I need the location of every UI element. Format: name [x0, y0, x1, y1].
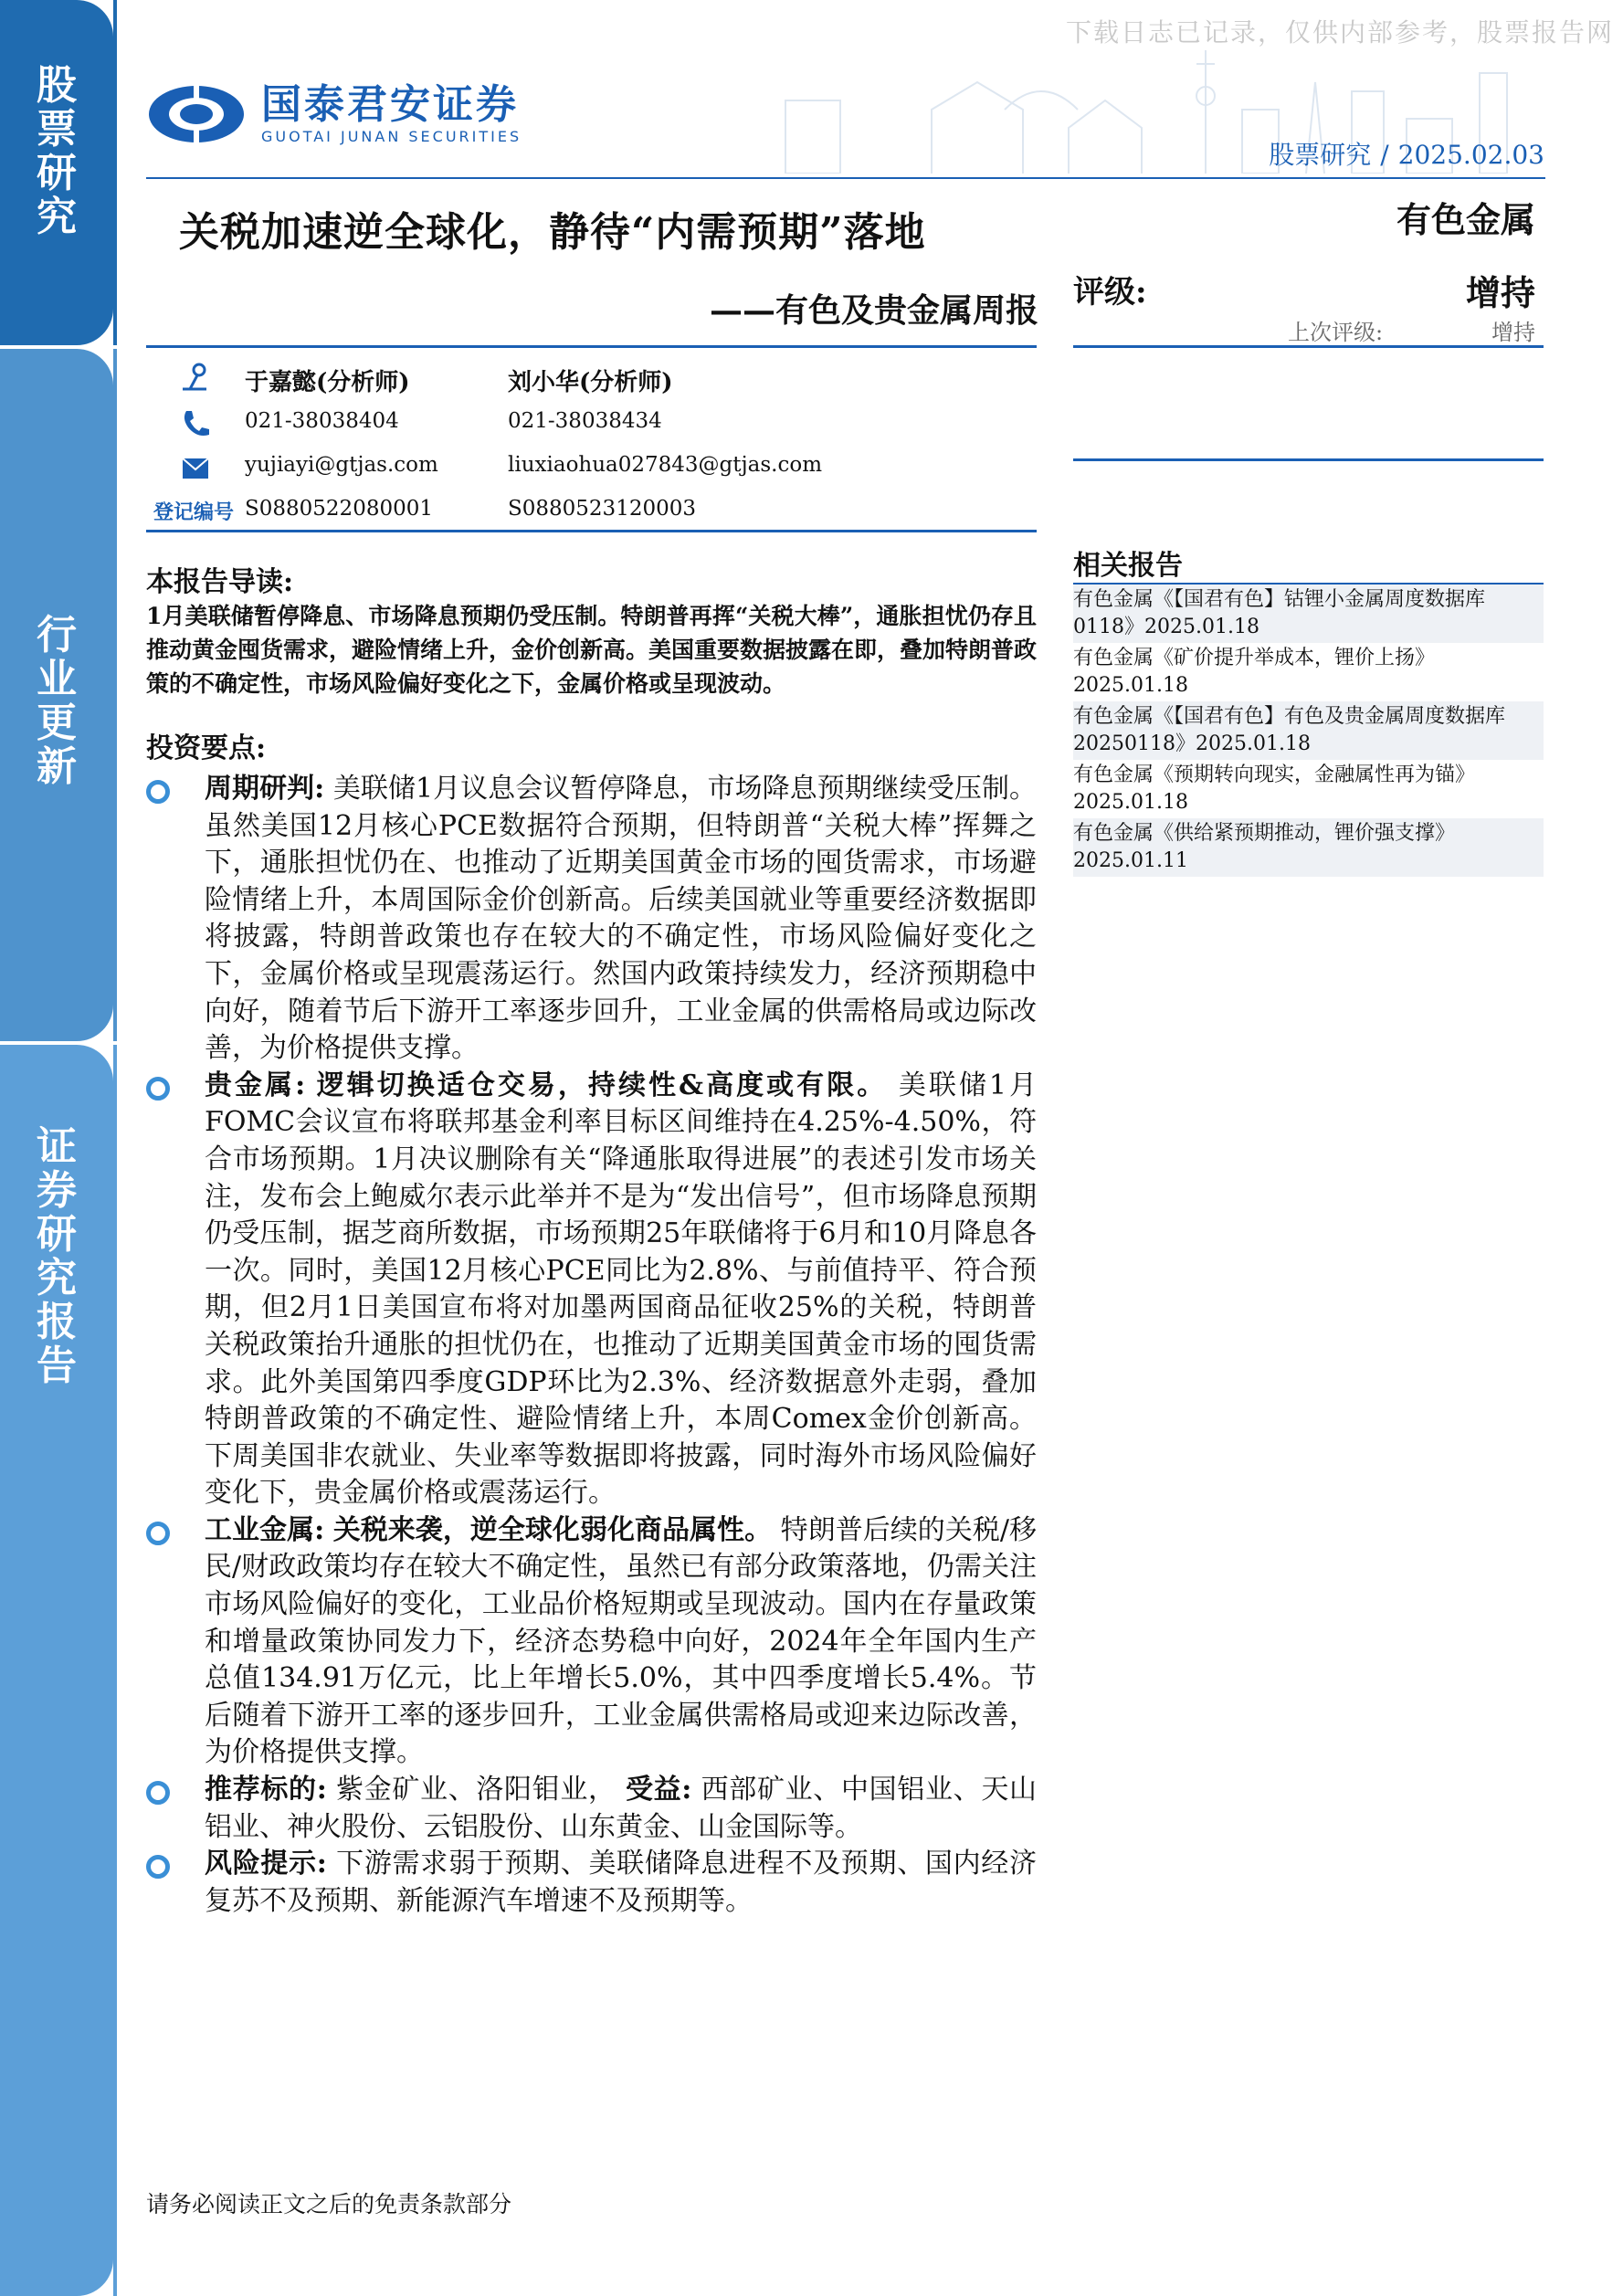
point-label: 风险提示: — [205, 1848, 327, 1880]
sidebar-tab-stock-research: 股 票 研 究 — [0, 0, 113, 345]
sector-name: 有色金属 — [1396, 199, 1535, 240]
report-date: 2025.02.03 — [1397, 140, 1544, 170]
point-label: 推荐标的: — [205, 1774, 327, 1806]
guide-title: 本报告导读: — [146, 566, 294, 598]
investment-point — [146, 1068, 1037, 1512]
point-text: 美联储1月议息会议暂停降息，市场降息预期继续受压制。虽然美国12月核心PCE数据符合预期，但特朗普“关税大棒”挥舞之下，通胀担忧仍在、也推动了近期美国黄金市场的囤货需求，市场避险情绪上升，本周国际金价创新高。后续美国就业等重要经济数据即将披露，特朗普政策也存在较大的不确定性，市场风险偏好变化之下，金属价格或呈现震荡运行。然国内政策持续发力，经济预期稳中向好，随着节后下游开工率逐步回升，工业金属的供需格局或边际改善，为价格提供支撑。 — [205, 773, 1037, 1065]
analyst-registration: S0880523120003 — [508, 497, 696, 521]
company-logo — [146, 82, 522, 146]
bullet-circle-icon — [146, 1855, 170, 1879]
point-text: 紫金矿业、洛阳钼业， — [336, 1774, 617, 1806]
rating-divider — [1073, 458, 1544, 461]
point-text: 美联储1月FOMC会议宣布将联邦基金利率目标区间维持在4.25%-4.50%，符合市场预期。1月决议删除有关“降通胀取得进展”的表述引发市场关注，发布会上鲍威尔表示此举并不是为“发出信号”，但市场降息预期仍受压制，据芝商所数据，市场预期25年联储将于6月和10月降息各一次。同时，美国12月核心PCE同比为2.8%、与前值持平、符合预期，但2月1日美国宣布将对加墨两国商品征收25%的关税，特朗普关税政策抬升通胀的担忧仍在，也推动了近期美国黄金市场的囤货需求。此外美国第四季度GDP环比为2.3%、经济数据意外走弱，叠加特朗普政策的不确定性、避险情绪上升，本周Comex金价创新高。下周美国非农就业、失业率等数据即将披露，同时海外市场风险偏好变化下，贵金属价格或震荡运行。 — [205, 1069, 1037, 1510]
investment-point — [146, 1772, 1037, 1846]
header-divider — [146, 177, 1545, 179]
report-type: 股票研究 — [1269, 140, 1372, 170]
analyst-phone: 021-38038434 — [508, 409, 662, 433]
analyst-phone: 021-38038404 — [245, 409, 399, 433]
analyst-name: 刘小华(分析师) — [508, 369, 673, 396]
related-reports-list — [1073, 585, 1544, 877]
investment-point — [146, 771, 1037, 1068]
watermark-text: 下载日志已记录，仅供内部参考，股票报告网 — [1065, 17, 1614, 47]
registration-label: 登记编号 — [153, 501, 235, 524]
analyst-name: 于嘉懿(分析师) — [245, 369, 410, 396]
investment-points-title: 投资要点: — [146, 732, 267, 764]
point-label: 贵金属: — [205, 1069, 306, 1101]
analyst-email[interactable]: yujiayi@gtjas.com — [245, 453, 438, 477]
report-meta: 股票研究 / 2025.02.03 — [1269, 140, 1544, 170]
previous-rating-value: 增持 — [1491, 320, 1535, 345]
point-extra-label: 受益: — [625, 1774, 692, 1806]
logo-chinese-name: 国泰君安证券 — [261, 81, 519, 128]
bullet-circle-icon — [146, 1781, 170, 1805]
point-text: 下游需求弱于预期、美联储降息进程不及预期、国内经济复苏不及预期、新能源汽车增速不及预期等。 — [205, 1848, 1038, 1917]
point-extra-text: 西部矿业、中国铝业、天山铝业、神火股份、云铝股份、山东黄金、山金国际等。 — [205, 1774, 1038, 1843]
sidebar-strip — [113, 1045, 117, 2296]
previous-rating-label: 上次评级: — [1288, 320, 1384, 345]
point-label: 工业金属: — [205, 1513, 325, 1546]
investment-point — [146, 1512, 1037, 1772]
rating-label: 评级: — [1073, 274, 1147, 311]
related-report-item[interactable]: 有色金属《【国君有色】钴锂小金属周度数据库0118》2025.01.18 — [1073, 585, 1544, 643]
email-icon — [179, 451, 212, 484]
rating-divider — [1073, 345, 1544, 348]
analyst-bottom-divider — [146, 530, 1037, 532]
logo-english-name: GUOTAI JUNAN SECURITIES — [261, 128, 522, 145]
analyst-registration: S0880522080001 — [245, 497, 433, 521]
gtja-logo-icon — [146, 83, 247, 145]
point-text: 特朗普后续的关税/移民/财政政策均存在较大不确定性，虽然已有部分政策落地，仍需关注市场风险偏好的变化，工业品价格短期或呈现波动。国内在存量政策和增量政策协同发力下，经济态势稳中向好，2024年全年国内生产总值134.91万亿元，比上年增长5.0%，其中四季度增长5.4%。节后随着下游开工率的逐步回升，工业金属供需格局或迎来边际改善，为价格提供支撑。 — [205, 1513, 1037, 1769]
report-title: 关税加速逆全球化，静待“内需预期”落地 — [179, 209, 926, 256]
related-report-item[interactable]: 有色金属《【国君有色】有色及贵金属周度数据库20250118》2025.01.18 — [1073, 701, 1544, 760]
bullet-circle-icon — [146, 780, 170, 804]
sidebar-tab-securities-report: 证 券 研 究 报 告 — [0, 1045, 113, 2296]
analyst-email[interactable]: liuxiaohua027843@gtjas.com — [508, 453, 823, 477]
report-subtitle: ——有色及贵金属周报 — [709, 291, 1038, 330]
related-report-item[interactable]: 有色金属《预期转向现实，金融属性再为锚》2025.01.18 — [1073, 764, 1476, 814]
rating-value: 增持 — [1465, 272, 1535, 313]
phone-icon — [179, 407, 212, 440]
sidebar-strip — [113, 349, 117, 1041]
related-reports-title: 相关报告 — [1073, 550, 1183, 582]
point-lead: 关税来袭，逆全球化弱化商品属性。 — [332, 1513, 773, 1546]
analyst-top-divider — [146, 345, 1037, 348]
sidebar-strip — [113, 0, 117, 345]
analyst-icon — [179, 362, 212, 395]
point-lead: 逻辑切换适仓交易，持续性&高度或有限。 — [316, 1069, 888, 1101]
sidebar-tab-industry-update: 行 业 更 新 — [0, 349, 113, 1041]
investment-points-list — [146, 771, 1037, 1920]
related-report-item[interactable]: 有色金属《矿价提升举成本，锂价上扬》2025.01.18 — [1073, 647, 1436, 697]
point-label: 周期研判: — [205, 773, 325, 805]
bullet-circle-icon — [146, 1522, 170, 1545]
guide-body: 1月美联储暂停降息、市场降息预期仍受压制。特朗普再挥“关税大棒”，通胀担忧仍存且推动黄金囤货需求，避险情绪上升，金价创新高。美国重要数据披露在即，叠加特朗普政策的不确定性，市场风险偏好变化之下，金属价格或呈现波动。 — [146, 603, 1038, 697]
disclaimer-footer: 请务必阅读正文之后的免责条款部分 — [146, 2191, 512, 2217]
investment-point — [146, 1846, 1037, 1920]
related-report-item[interactable]: 有色金属《供给紧预期推动，锂价强支撑》2025.01.11 — [1073, 818, 1544, 877]
bullet-circle-icon — [146, 1077, 170, 1101]
